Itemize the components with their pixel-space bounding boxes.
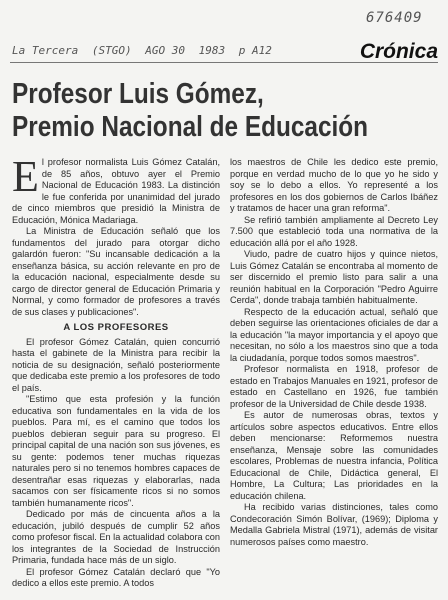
article-paragraph: Es autor de numerosas obras, textos y artículos sobre aspectos educativos. Entre ellos deben mencionarse: Reformemos nuestra enseñanza, Mensaje sobre las comunidades escolares, Problemas de nuestra infancia, Política Educacional de Chile, Didáctica general, El Hombre, La Cultura; Las prioridades en la educación chilena. <box>230 410 438 501</box>
handwritten-source-note <box>12 44 279 57</box>
article-paragraph: Ha recibido varias distinciones, tales como Condecoración Simón Bolívar, (1969); Diploma y Medalla Gabriela Mistral (1971), además de visitar numerosos países como maestro. <box>230 502 438 547</box>
article-paragraph: El profesor normalista Luis Gómez Catalán, de 85 años, obtuvo ayer el Premio Nacional de Educación 1983. La distinción le fue conferida por unanimidad del jurado de cinco miembros que presidió la Ministra de Educación, Mónica Madariaga. <box>12 157 220 225</box>
article-paragraph: Respecto de la educación actual, señaló que deben seguirse las orientaciones oficiales de dar a la educación "la mayor importancia y el apoyo que necesitan, no sólo a los maestros sino que a toda la ciudadanía, porque todos somos maestros". <box>230 306 438 363</box>
article-column-left <box>12 157 220 597</box>
article-paragraph: Profesor normalista en 1918, profesor de estado en Trabajos Manuales en 1921, profesor de estado en Castellano en 1926, fue también profesor de la Universidad de Chile desde 1938. <box>230 364 438 409</box>
article-paragraph: Viudo, padre de cuatro hijos y quince nietos, Luis Gómez Catalán se encontraba al momento de ser discernido el premio listo para salir a una reunión habitual en la Corporación "Pedro Aguirre Cerda", donde trabaja también habitualmente. <box>230 249 438 305</box>
article-paragraph: Dedicado por más de cincuenta años a la educación, jubiló después de cumplir 52 años como profesor fiscal. En la actualidad colabora con los integrantes de la Sociedad de Instrucción Primaria, fundada hace más de un siglo. <box>12 509 220 565</box>
article-paragraph: los maestros de Chile les dedico este premio, porque en verdad mucho de lo que yo he sido y soy se lo debo a ellos. Yo representé a los profesores en los dos gobiernos de Carlos Ibáñez y tratamos de hacer una gran reforma". <box>230 157 438 213</box>
headline-line-2: Premio Nacional de Educación <box>12 111 369 143</box>
article-subheading: A LOS PROFESORES <box>63 322 169 333</box>
source-year: 1983 <box>198 44 226 57</box>
article-column-right <box>230 157 438 597</box>
headline <box>12 78 370 144</box>
article-paragraph: El profesor Gómez Catalán, quien concurrió hasta el gabinete de la Ministra para recibir la noticia de su designación, señaló posteriormente que dedicaba este premio a los profesores de todo el país. <box>12 336 220 393</box>
headline-line-1: Profesor Luis Gómez, <box>12 78 264 110</box>
source-city: (STGO) <box>91 44 132 57</box>
section-label: Crónica <box>359 40 438 63</box>
handwritten-archive-number: 676409 <box>366 10 423 26</box>
article-paragraph: La Ministra de Educación señaló que los fundamentos del jurado para otorgar dicho galardón fueron: "Su incansable dedicación a la enseñanza básica, su acción relevante en pro de la educación nacional, especialmente desde su cargo de director general de Educación Primaria y Normal, y como formador de profesores a través de sus clases y publicaciones". <box>12 226 220 317</box>
article-paragraph: El profesor Gómez Catalán declaró que "Yo dedico a ellos este premio. A todos <box>12 566 220 588</box>
header-rule <box>10 62 438 63</box>
source-page: p A12 <box>238 44 272 57</box>
drop-cap: E <box>12 157 39 201</box>
article-paragraph: Se refirió también ampliamente al Decreto Ley 7.500 que estableció toda una normativa de la educación allá por el año 1928. <box>230 214 438 248</box>
source-date: AGO 30 <box>145 44 185 57</box>
source-newspaper: La Tercera <box>12 44 79 57</box>
article-paragraph: "Estimo que esta profesión y la función educativa son fundamentales en la vida de los pueblos. Para mí, es el camino que todos los pueblos debieran seguir para su progreso. El principal capital de una nación son sus jóvenes, es su gente: podemos tener muchas riquezas naturales pero si no tenemos hombres capaces de desentrañar esas riquezas y elaborarlas, nada sacamos con ser físicamente ricos si no somos también humanamente ricos". <box>12 394 220 508</box>
